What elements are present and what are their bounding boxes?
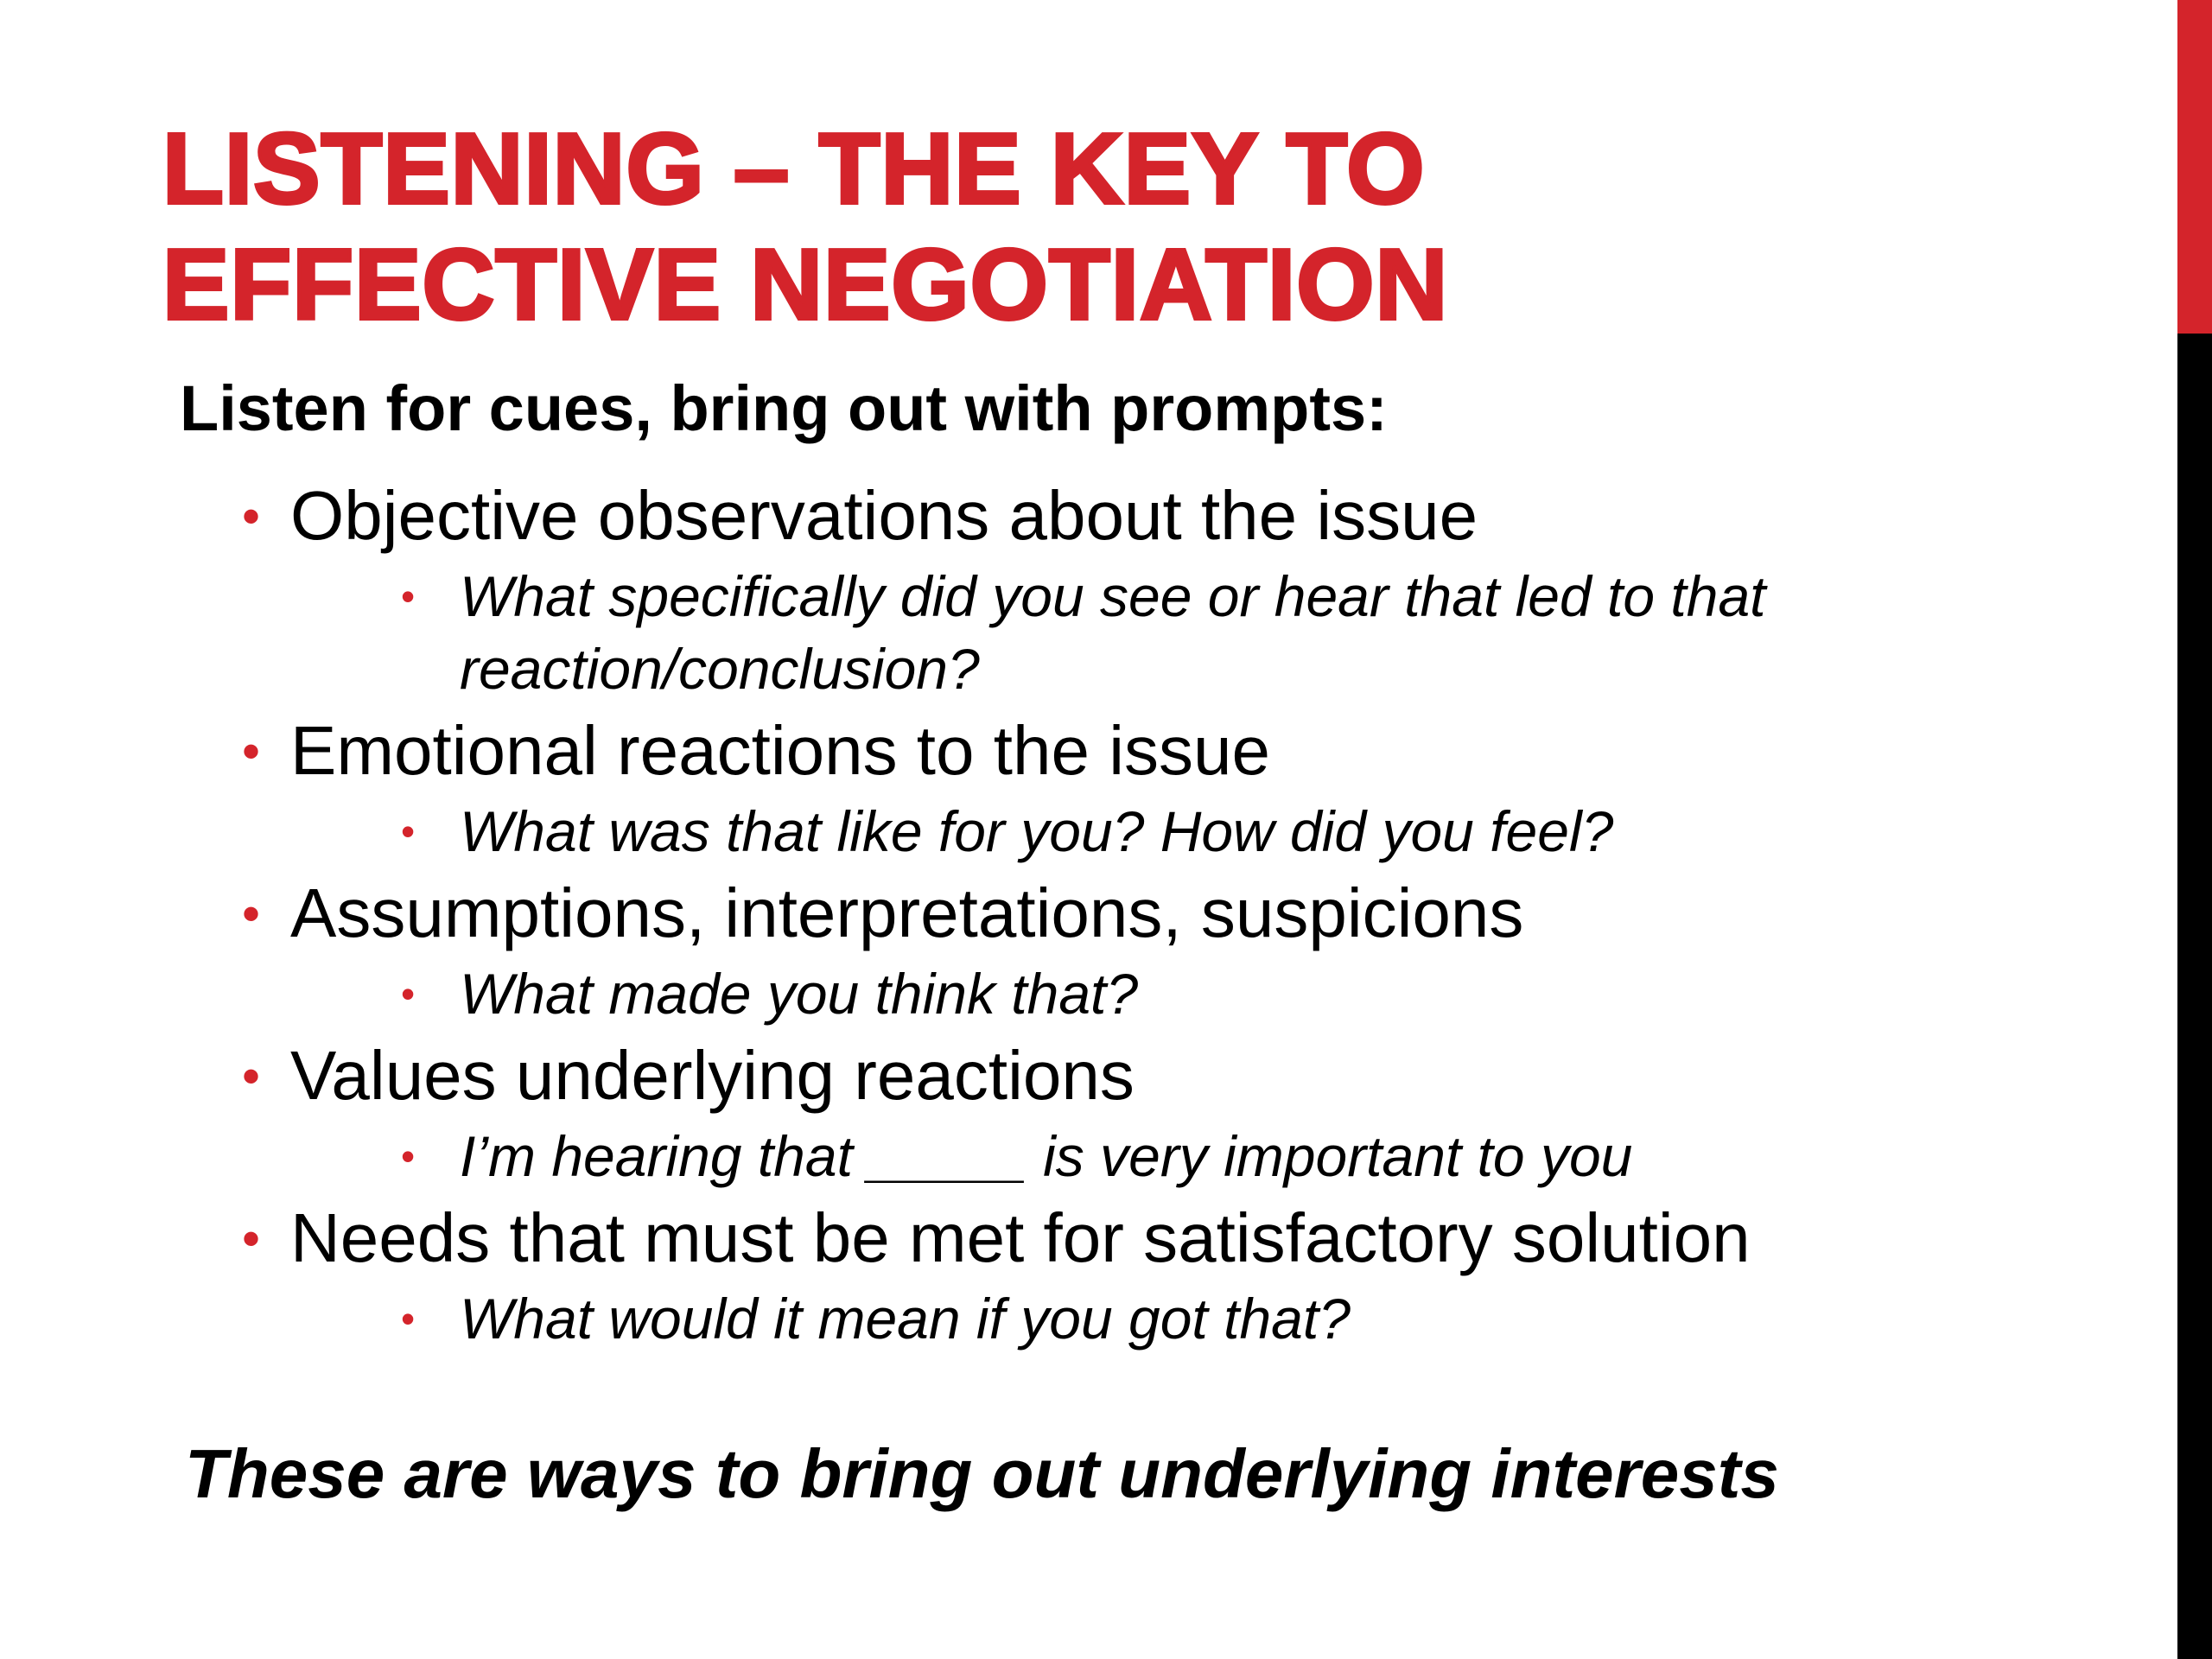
sub-bullet-text: What specifically did you see or hear that led to that reaction/conclusion? — [460, 564, 1766, 701]
bullet-text: Values underlying reactions — [290, 1037, 1135, 1114]
bullet-icon: • — [242, 487, 261, 545]
accent-bar-red — [2177, 0, 2212, 334]
slide-title — [162, 111, 2063, 342]
sub-bullet-item-2 — [401, 795, 1956, 868]
bullet-icon: • — [242, 885, 261, 943]
sub-bullet-item-4 — [401, 1120, 1956, 1192]
bullet-text: Emotional reactions to the issue — [290, 712, 1270, 789]
bullet-item-1 — [242, 475, 1478, 557]
slide-title-line-2: EFFECTIVE NEGOTIATION — [162, 228, 1449, 340]
bullet-icon: • — [242, 1047, 261, 1105]
sub-bullet-icon: • — [401, 809, 416, 854]
closing-statement: These are ways to bring out underlying interests — [185, 1435, 1779, 1512]
sub-bullet-text: What would it mean if you got that? — [460, 1287, 1351, 1351]
bullet-icon: • — [242, 1210, 261, 1268]
sub-bullet-icon: • — [401, 971, 416, 1016]
bullet-text: Assumptions, interpretations, suspicions — [290, 874, 1524, 951]
sub-bullet-text: What was that like for you? How did you feel? — [460, 799, 1614, 863]
sub-bullet-item-5 — [401, 1282, 1956, 1355]
bullet-text: Objective observations about the issue — [290, 477, 1478, 554]
sub-bullet-icon: • — [401, 1134, 416, 1179]
bullet-text: Needs that must be met for satisfactory solution — [290, 1199, 1751, 1276]
bullet-item-2 — [242, 710, 1270, 792]
sub-bullet-icon: • — [401, 574, 416, 619]
bullet-item-4 — [242, 1035, 1135, 1117]
bullet-item-3 — [242, 873, 1523, 955]
bullet-item-5 — [242, 1198, 1751, 1280]
bullet-icon: • — [242, 722, 261, 780]
slide-title-line-1: LISTENING – THE KEY TO — [162, 112, 1426, 225]
sub-bullet-text: What made you think that? — [460, 962, 1139, 1026]
sub-bullet-item-1 — [401, 560, 1956, 705]
sub-bullet-item-3 — [401, 957, 1956, 1030]
subheading: Listen for cues, bring out with prompts: — [180, 372, 1388, 444]
sub-bullet-text: I’m hearing that _____ is very important to you — [460, 1124, 1633, 1188]
sub-bullet-icon: • — [401, 1296, 416, 1341]
accent-bar-black — [2177, 334, 2212, 1659]
